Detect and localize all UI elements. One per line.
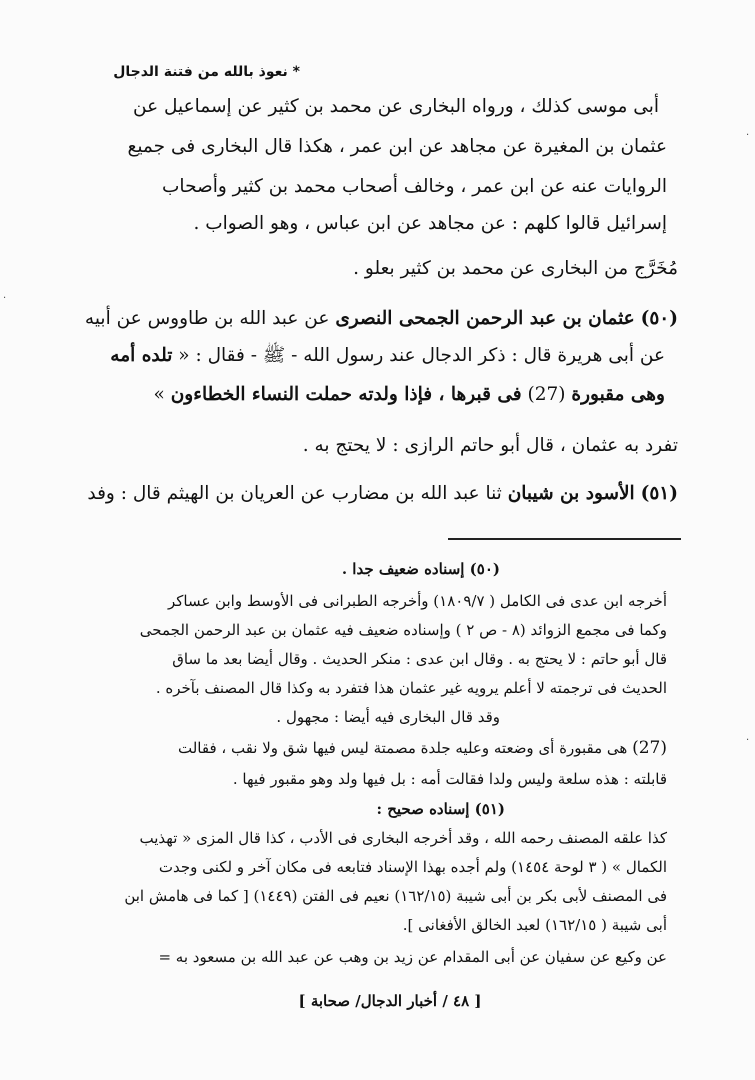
hadith-50-narrator: عثمان بن عبد الرحمن الجمحى النصرى: [335, 308, 635, 329]
hadith-50-text-a: وهى مقبورة: [571, 384, 665, 405]
footnote-50-title: (٥٠) إسناده ضعيف جدا .: [341, 560, 500, 578]
footnote-51-title: (٥١) إسناده صحيح :: [376, 800, 505, 818]
scan-mark-right-lower: ‧: [746, 735, 750, 746]
footnote-50-line-3: قال أبو حاتم : لا يحتج به . وقال ابن عدى : منكر الحديث . وقال أيضا بعد ما ساق: [172, 650, 667, 668]
footnote-51-line-1: كذا علقه المصنف رحمه الله ، وقد أخرجه البخارى فى الأدب ، كذا قال المزى « تهذيب: [139, 829, 667, 847]
hadith-50-note: تفرد به عثمان ، قال أبو حاتم الرازى : لا يحتج به .: [302, 435, 678, 456]
hadith-50-line-2: [110, 345, 665, 371]
footnote-51-line-4: أبى شيبة ( ١٦٢/١٥) لعبد الخالق الأفغانى ].: [402, 916, 667, 934]
hadith-50-text-b: فى قبرها ، فإذا ولدته حملت النساء الخطاءون: [170, 384, 522, 405]
hadith-50-close-quote: »: [153, 384, 165, 405]
hadith-50-chain: عن عبد الله بن طاووس عن أبيه: [84, 308, 330, 329]
footnote-51-line-3: فى المصنف لأبى بكر بن أبى شيبة (١٦٢/١٥) نعيم فى الفتن (١٤٤٩) [ كما فى هامش ابن: [124, 887, 667, 905]
footnote-27-line-2: قابلته : هذه سلعة وليس ولدا فقالت أمه : بل فيها ولد وهو مقبور فيها .: [232, 770, 667, 788]
main-line-1: أبى موسى كذلك ، ورواه البخارى عن محمد بن كثير عن إسماعيل عن: [132, 96, 659, 117]
hadith-51-line-1: [87, 483, 678, 504]
footnote-51-line-2: الكمال » ( ٣ لوحة ١٤٥٤) ولم أجده بهذا الإسناد فتابعه فى مكان آخر و لكنى وجدت: [158, 858, 667, 876]
footnote-27-text: هى مقبورة أى وضعته وعليه جلدة مصمتة ليس فيها شق ولا نقب ، فقالت: [177, 739, 628, 757]
main-line-3: الروايات عنه عن ابن عمر ، وخالف أصحاب محمد بن كثير وأصحاب: [162, 176, 667, 197]
main-line-4: إسرائيل قالوا كلهم : عن مجاهد عن ابن عباس ، وهو الصواب .: [193, 213, 667, 234]
hadith-51-chain: ثنا عبد الله بن مضارب عن العريان بن الهيثم قال : وفد: [87, 483, 502, 504]
main-line-5: مُخَرَّج من البخارى عن محمد بن كثير بعلو .: [353, 258, 678, 279]
footnote-50-line-2: وكما فى مجمع الزوائد (٨ - ص ٢ ) وإسناده ضعيف فيه عثمان بن عبد الرحمن الجمحى: [139, 621, 667, 639]
scan-mark-left: ‧: [3, 293, 7, 304]
footnote-27-line-1: [178, 738, 667, 758]
hadith-50-line-3: [154, 384, 666, 405]
footnote-50-line-5: وقد قال البخارى فيه أيضا : مجهول .: [276, 708, 500, 726]
page-footer: [ ٤٨ / أخبار الدجال/ صحابة ]: [298, 992, 482, 1010]
hadith-50-text-start: تلده أمه: [110, 345, 173, 366]
hadith-51-narrator: الأسود بن شيبان: [507, 483, 635, 504]
hadith-50-intro: عن أبى هريرة قال : ذكر الدجال عند رسول الله - ﷺ - فقال : «: [178, 345, 665, 366]
footnote-separator: [448, 538, 681, 540]
scan-mark-right: ‧: [746, 130, 750, 141]
footnote-ref-27: (27): [527, 384, 566, 405]
running-header: * نعوذ بالله من فتنة الدجال: [113, 64, 300, 80]
hadith-51-number: (٥١): [640, 483, 678, 504]
main-line-2: عثمان بن المغيرة عن مجاهد عن ابن عمر ، هكذا قال البخارى فى جميع: [127, 136, 667, 157]
footnote-50-line-4: الحديث فى ترجمته لا أعلم يرويه غير عثمان هذا فتفرد به وكذا قال المصنف بآخره .: [155, 679, 667, 697]
footnote-50-line-1: أخرجه ابن عدى فى الكامل ( ١٨٠٩/٧) وأخرجه الطبرانى فى الأوسط وابن عساكر: [167, 592, 667, 610]
hadith-50-number: (٥٠): [640, 308, 678, 329]
footnote-27-marker: (27): [632, 738, 667, 758]
footnote-continuation: عن وكيع عن سفيان عن أبى المقدام عن زيد بن وهب عن عبد الله بن مسعود به =: [158, 948, 667, 966]
hadith-50-line-1: [85, 308, 678, 329]
